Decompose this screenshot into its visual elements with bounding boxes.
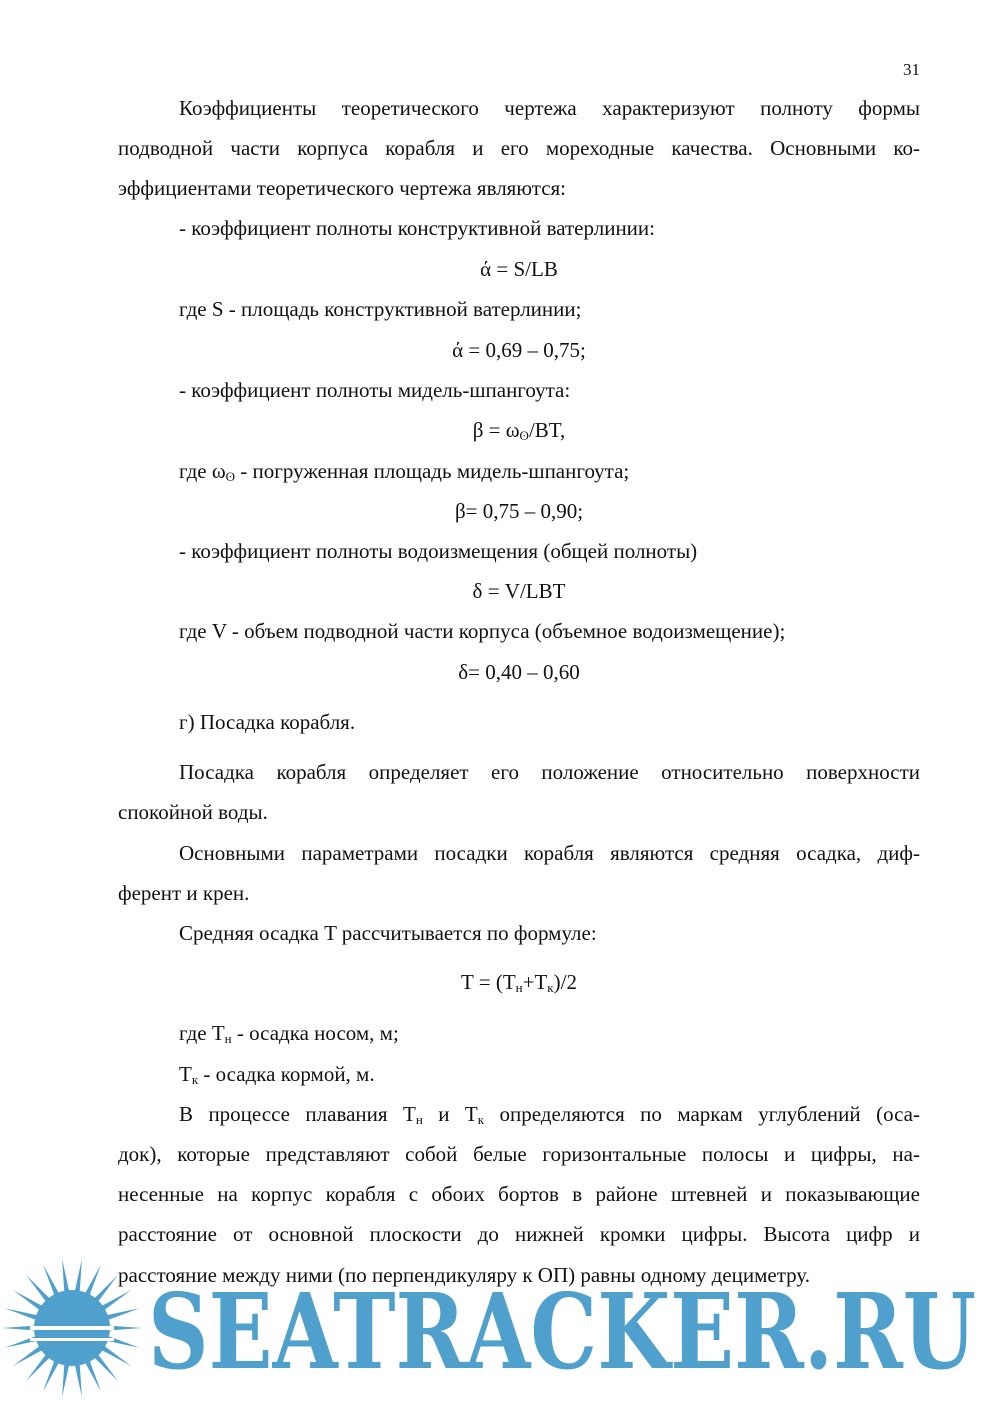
paragraph-line: эффициентами теоретического чертежа являются: xyxy=(118,176,567,200)
paragraph-line: В процессе плавания $T_н$ и $T_к$ определяются по маркам углублений (оса- xyxy=(179,1102,920,1127)
formula: $\beta = \omega_ʘ/BT$, xyxy=(472,418,566,443)
watermark-text: SEATRACKER.RU xyxy=(148,1270,976,1393)
formula: ά = S/LB xyxy=(480,257,558,281)
definition-line: $T_к$ - осадка кормой, м. xyxy=(179,1062,375,1087)
list-item: - коэффициент полноты конструктивной ватерлинии: xyxy=(179,216,655,240)
sun-icon xyxy=(2,1259,142,1398)
formula: δ = V/LBT xyxy=(472,579,566,603)
definition-line: где V - объем подводной части корпуса (объемное водоизмещение); xyxy=(179,619,786,643)
definition-line: где $\omega_ʘ$ - погруженная площадь мидель-шпангоута; xyxy=(179,459,630,484)
paragraph-line: Коэффициенты теоретического чертежа характеризуют полноту формы xyxy=(179,96,920,120)
sun-ray xyxy=(74,1361,82,1397)
sun-ray xyxy=(74,1259,82,1295)
sun-ray xyxy=(5,1308,40,1321)
formula: β= 0,75 – 0,90; xyxy=(454,499,584,523)
section-heading: г) Посадка корабля. xyxy=(179,710,356,734)
page-number: 31 xyxy=(903,60,920,79)
sun-ray xyxy=(62,1361,70,1397)
paragraph-line: Основными параметрами посадки корабля являются средняя осадка, диф- xyxy=(179,841,920,865)
definition-line: где $T_н$ - осадка носом, м; xyxy=(179,1021,399,1046)
paragraph-line: спокойной воды. xyxy=(118,800,268,824)
sun-ray xyxy=(62,1259,70,1295)
formula: δ= 0,40 – 0,60 xyxy=(458,660,580,684)
watermark xyxy=(0,1250,991,1403)
paragraph-line: док), которые представляют собой белые горизонтальные полосы и цифры, на- xyxy=(118,1142,920,1166)
formula: ά = 0,69 – 0,75; xyxy=(452,338,586,362)
paragraph-line: несенные на корпус корабля с обоих бортов в районе штевней и показывающие xyxy=(118,1182,920,1206)
list-item: - коэффициент полноты водоизмещения (общей полноты) xyxy=(179,539,698,563)
paragraph-line: расстояние между ними (по перпендикуляру к ОП) равны одному дециметру. xyxy=(118,1263,811,1287)
sun-ray xyxy=(104,1308,139,1321)
paragraph-line: Посадка корабля определяет его положение относительно поверхности xyxy=(179,760,920,784)
formula: $T = (T_н+T_к)/2$ xyxy=(461,970,577,995)
sun-ray xyxy=(104,1335,139,1348)
paragraph-line: расстояние от основной плоскости до нижней кромки цифры. Высота цифр и xyxy=(118,1222,920,1246)
sun-ray xyxy=(5,1335,40,1348)
definition-line: где S - площадь конструктивной ватерлинии; xyxy=(179,297,582,321)
paragraph-line: подводной части корпуса корабля и его мореходные качества. Основными ко- xyxy=(118,136,920,160)
list-item: - коэффициент полноты мидель-шпангоута: xyxy=(179,378,571,402)
paragraph-line: ферент и крен. xyxy=(118,881,250,905)
paragraph-line: Средняя осадка T рассчитывается по формуле: xyxy=(179,921,597,945)
